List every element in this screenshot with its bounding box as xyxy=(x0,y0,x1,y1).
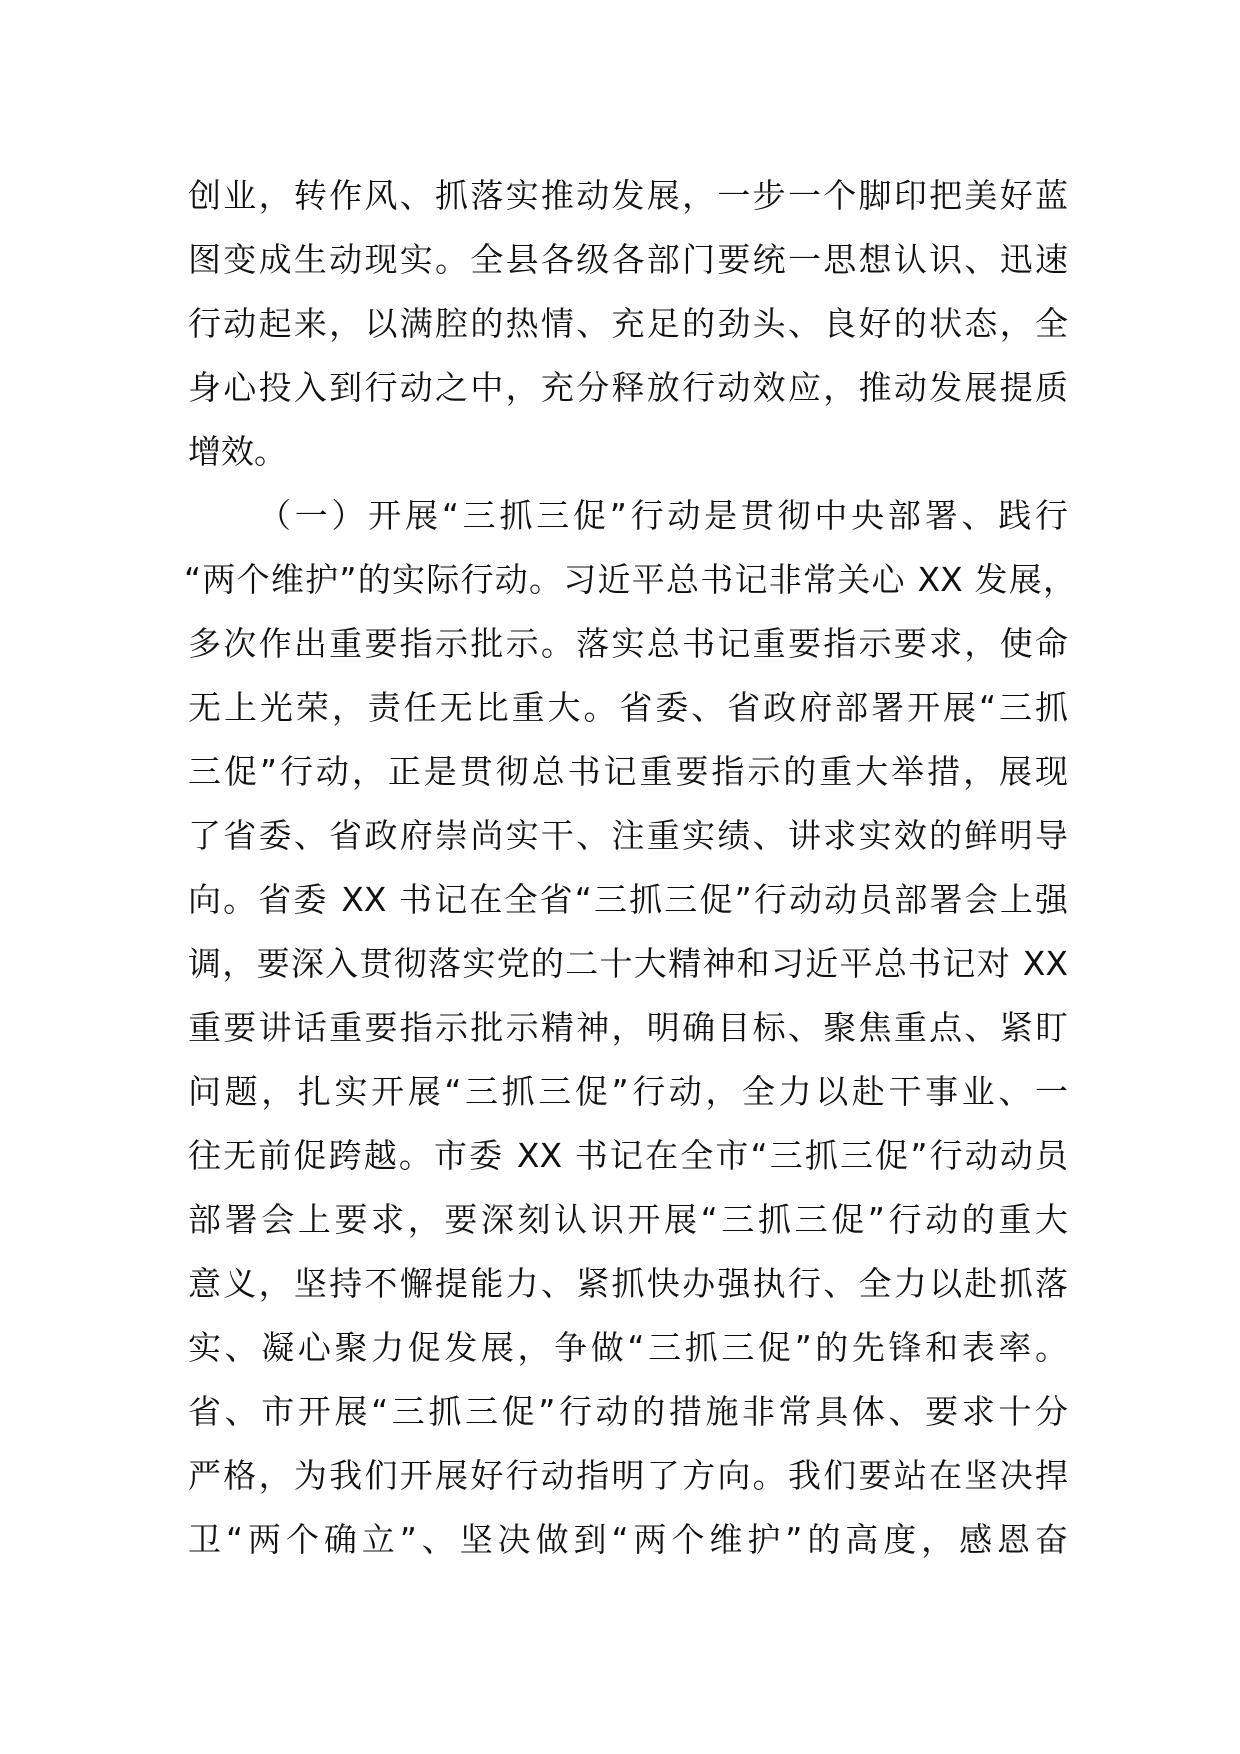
text-line: 部署会上要求，要深刻认识开展“三抓三促”行动的重大 xyxy=(188,1200,1068,1239)
text-line: 卫“两个确立”、坚决做到“两个维护”的高度，感恩奋 xyxy=(188,1520,1068,1559)
text-line: 向。省委 XX 书记在全省“三抓三促”行动动员部署会上强 xyxy=(188,880,1068,919)
section-heading-line: （一）开展“三抓三促”行动是贯彻中央部署、践行 xyxy=(258,496,1068,535)
text-line: 实、凝心聚力促发展，争做“三抓三促”的先锋和表率。 xyxy=(188,1328,1068,1367)
text-line: 行动起来，以满腔的热情、充足的劲头、良好的状态，全 xyxy=(188,304,1068,343)
text-line: 身心投入到行动之中，充分释放行动效应，推动发展提质 xyxy=(188,368,1068,407)
text-line: 省、市开展“三抓三促”行动的措施非常具体、要求十分 xyxy=(188,1392,1068,1431)
text-line: 多次作出重要指示批示。落实总书记重要指示要求，使命 xyxy=(188,624,1068,663)
text-line: 增效。 xyxy=(188,432,287,471)
text-line: 问题，扎实开展“三抓三促”行动，全力以赴干事业、一 xyxy=(188,1072,1068,1111)
text-line: 严格，为我们开展好行动指明了方向。我们要站在坚决捍 xyxy=(188,1456,1068,1495)
text-line: 无上光荣，责任无比重大。省委、省政府部署开展“三抓 xyxy=(188,688,1068,727)
text-line: 创业，转作风、抓落实推动发展，一步一个脚印把美好蓝 xyxy=(188,176,1068,215)
text-line: 图变成生动现实。全县各级各部门要统一思想认识、迅速 xyxy=(188,240,1068,279)
text-line: 往无前促跨越。市委 XX 书记在全市“三抓三促”行动动员 xyxy=(188,1136,1068,1175)
text-line: 重要讲话重要指示批示精神，明确目标、聚焦重点、紧盯 xyxy=(188,1008,1068,1047)
text-line: 了省委、省政府崇尚实干、注重实绩、讲求实效的鲜明导 xyxy=(188,816,1068,855)
text-line: 调，要深入贯彻落实党的二十大精神和习近平总书记对 XX xyxy=(188,944,1068,983)
text-line: “两个维护”的实际行动。习近平总书记非常关心 XX 发展， xyxy=(184,560,1076,599)
text-line: 意义，坚持不懈提能力、紧抓快办强执行、全力以赴抓落 xyxy=(188,1264,1068,1303)
text-line: 三促”行动，正是贯彻总书记重要指示的重大举措，展现 xyxy=(188,752,1068,791)
document-body xyxy=(184,164,1076,1572)
